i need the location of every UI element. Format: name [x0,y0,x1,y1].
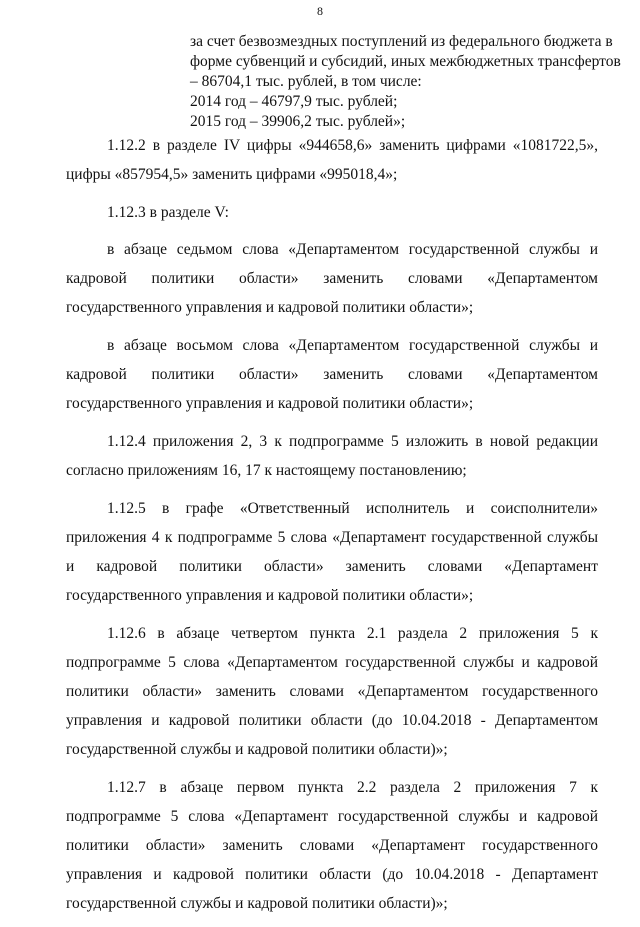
paragraph-abzac-8: в абзаце восьмом слова «Департаментом государственной службы и кадровой политики области» заменить словами «Департаментом государственного управления и кадровой политики области»; [66,337,598,412]
funding-line: за счет безвозмездных поступлений из федерального бюджета в [190,33,613,50]
funding-line: 2015 год – 39906,2 тыс. рублей»; [190,113,406,130]
page-number: 8 [317,4,323,18]
paragraph-1-12-2: 1.12.2 в разделе IV цифры «944658,6» заменить цифрами «1081722,5», цифры «857954,5» заменить цифрами «995018,4»; [66,137,598,183]
paragraph-1-12-7: 1.12.7 в абзаце первом пункта 2.2 раздела 2 приложения 7 к подпрограмме 5 слова «Департамент государственной службы и кадровой политики области» заменить словами «Департамент государственного управления и кадровой политики области (до 10.04.2018 - Департамент государственной службы и кадровой политики области)»; [66,779,598,912]
funding-block [190,32,620,132]
paragraph-abzac-7: в абзаце седьмом слова «Департаментом государственной службы и кадровой политики области» заменить словами «Департаментом государственного управления и кадровой политики области»; [66,241,598,316]
funding-line: 2014 год – 46797,9 тыс. рублей; [190,93,398,110]
paragraph-1-12-3: 1.12.3 в разделе V: [107,204,229,221]
paragraph-1-12-5: 1.12.5 в графе «Ответственный исполнитель и соисполнители» приложения 4 к подпрограмме 5 слова «Департамент государственной службы и кадровой политики области» заменить словами «Департамент государственного управления и кадровой политики области»; [66,500,598,604]
funding-line: – 86704,1 тыс. рублей, в том числе: [190,73,422,90]
document-body [66,131,598,927]
paragraph-1-12-6: 1.12.6 в абзаце четвертом пункта 2.1 раздела 2 приложения 5 к подпрограмме 5 слова «Департаментом государственной службы и кадровой политики области» заменить словами «Департаментом государственного управления и кадровой политики области (до 10.04.2018 - Департаментом государственной службы и кадровой политики области)»; [66,625,598,758]
funding-line: форме субвенций и субсидий, иных межбюджетных трансфертов [190,53,621,70]
paragraph-1-12-4: 1.12.4 приложения 2, 3 к подпрограмме 5 изложить в новой редакции согласно приложениям 16, 17 к настоящему постановлению; [66,433,598,479]
